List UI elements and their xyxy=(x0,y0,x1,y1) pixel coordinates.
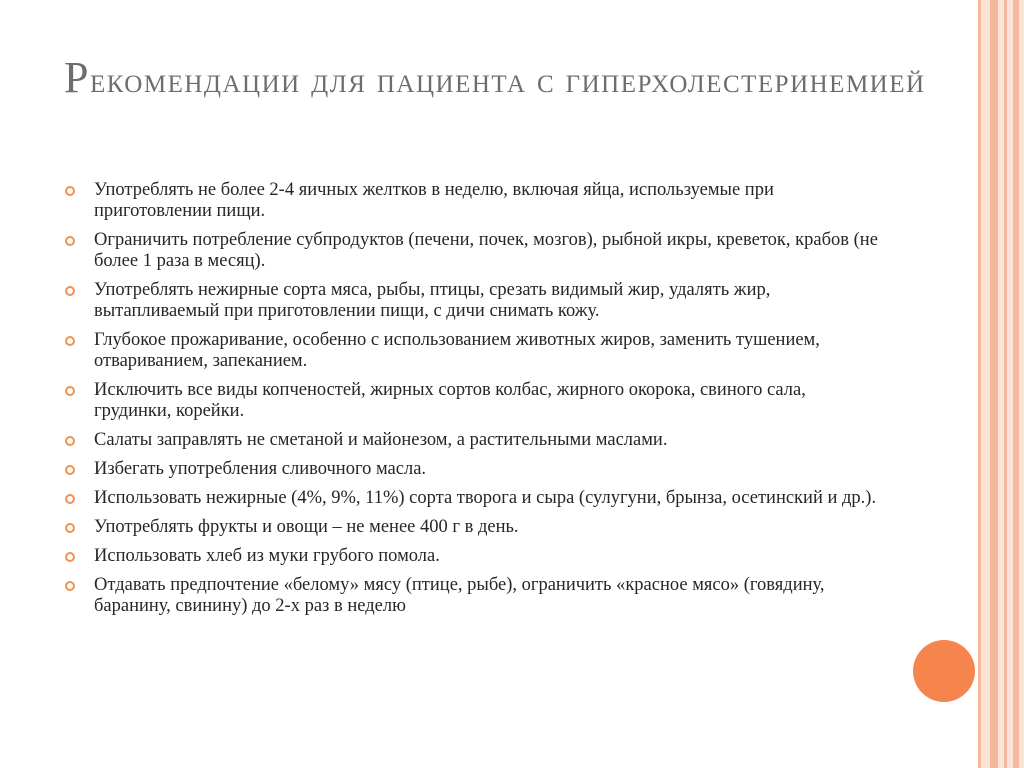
bullet-ring-icon xyxy=(65,186,75,196)
list-item-text: Употреблять фрукты и овощи – не менее 400 г в день. xyxy=(94,517,519,537)
bullet-ring-icon xyxy=(65,336,75,346)
list-item-text: Употреблять нежирные сорта мяса, рыбы, птицы, срезать видимый жир, удалять жир, вытапливаемый при приготовлении пищи, с дичи снимать кожу. xyxy=(94,280,771,321)
bullet-ring-icon xyxy=(65,286,75,296)
title-text: екомендации для пациента с гиперхолестеринемией xyxy=(89,60,926,100)
decorative-stripe xyxy=(978,0,981,768)
list-item xyxy=(64,459,884,480)
recommendation-list xyxy=(64,180,884,625)
list-item-text: Использовать нежирные (4%, 9%, 11%) сорта творога и сыра (сулугуни, брынза, осетинский и др.). xyxy=(94,488,877,508)
list-item-text: Глубокое прожаривание, особенно с использованием животных жиров, заменить тушением, отвариванием, запеканием. xyxy=(94,330,820,371)
list-item xyxy=(64,488,884,509)
bullet-ring-icon xyxy=(65,436,75,446)
decorative-circle xyxy=(913,640,975,702)
list-item xyxy=(64,330,884,372)
list-item xyxy=(64,230,884,272)
bullet-ring-icon xyxy=(65,494,75,504)
decorative-stripe xyxy=(1004,0,1007,768)
list-item-text: Употреблять не более 2-4 яичных желтков в неделю, включая яйца, используемые при приготовлении пищи. xyxy=(94,180,774,221)
list-item xyxy=(64,430,884,451)
list-item-text: Избегать употребления сливочного масла. xyxy=(94,459,427,479)
bullet-ring-icon xyxy=(65,386,75,396)
list-item-text: Ограничить потребление субпродуктов (печени, почек, мозгов), рыбной икры, креветок, крабов (не более 1 раза в месяц). xyxy=(94,230,878,271)
bullet-ring-icon xyxy=(65,552,75,562)
list-item xyxy=(64,380,884,422)
decorative-stripe xyxy=(990,0,998,768)
bullet-ring-icon xyxy=(65,465,75,475)
title-initial: Р xyxy=(64,53,90,102)
list-item xyxy=(64,546,884,567)
bullet-ring-icon xyxy=(65,581,75,591)
list-item-text: Использовать хлеб из муки грубого помола. xyxy=(94,546,440,566)
bullet-ring-icon xyxy=(65,523,75,533)
list-item-text: Отдавать предпочтение «белому» мясу (птице, рыбе), ограничить «красное мясо» (говядину, баранину, свинину) до 2-х раз в неделю xyxy=(94,575,825,616)
list-item xyxy=(64,575,884,617)
slide-title xyxy=(64,52,944,106)
list-item xyxy=(64,180,884,222)
list-item-text: Салаты заправлять не сметаной и майонезом, а растительными маслами. xyxy=(94,430,668,450)
decorative-stripe xyxy=(1013,0,1019,768)
bullet-ring-icon xyxy=(65,236,75,246)
list-item xyxy=(64,280,884,322)
list-item xyxy=(64,517,884,538)
list-item-text: Исключить все виды копченостей, жирных сортов колбас, жирного окорока, свиного сала, грудинки, корейки. xyxy=(94,380,806,421)
